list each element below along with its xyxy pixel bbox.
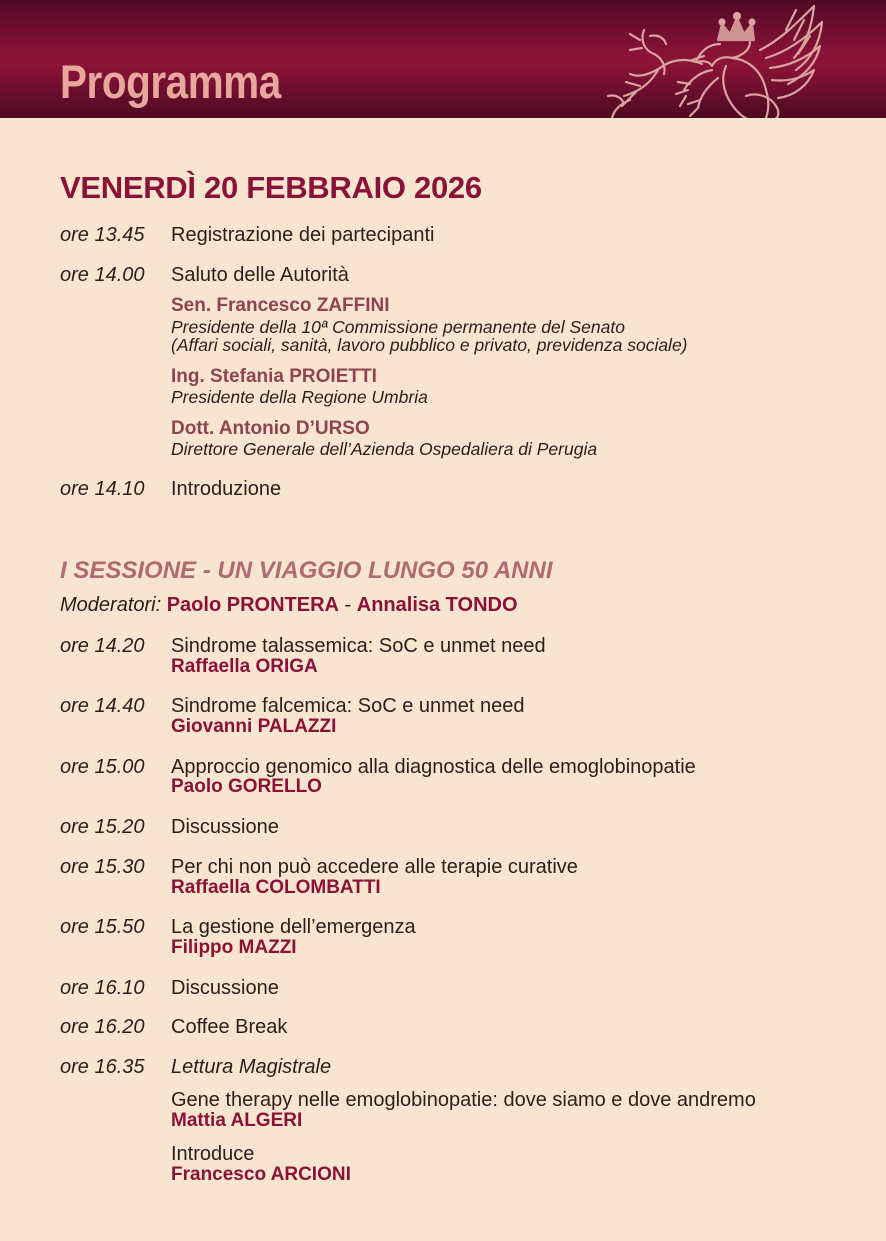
authority-role: Direttore Generale dell’Azienda Ospedaliera di Perugia	[171, 439, 598, 459]
authority-role: (Affari sociali, sanità, lavoro pubblico e privato, previdenza sociale)	[171, 335, 688, 355]
introduce-label: Introduce	[171, 1143, 255, 1165]
griffin-emblem-icon	[600, 0, 830, 118]
talk-title: Sindrome talassemica: SoC e unmet need	[171, 635, 546, 657]
agenda-item: Introduzione	[171, 478, 282, 500]
talk-title: Sindrome falcemica: SoC e unmet need	[171, 695, 525, 717]
speaker-name: Francesco ARCIONI	[171, 1164, 351, 1185]
time-label: ore 15.20	[60, 816, 145, 838]
speaker-name: Giovanni PALAZZI	[171, 716, 337, 737]
moderators-line	[60, 594, 518, 617]
talk-title: Discussione	[171, 977, 279, 999]
talk-title: Lettura Magistrale	[171, 1056, 332, 1078]
talk-title: Per chi non può accedere alle terapie curative	[171, 856, 578, 878]
time-label: ore 13.45	[60, 224, 145, 246]
time-label: ore 16.20	[60, 1016, 145, 1038]
header-banner	[0, 0, 886, 118]
time-label: ore 15.00	[60, 756, 145, 778]
talk-title: Discussione	[171, 816, 279, 838]
authority-name: Sen. Francesco ZAFFINI	[171, 295, 390, 316]
lecture-title: Gene therapy nelle emoglobinopatie: dove siamo e dove andremo	[171, 1089, 756, 1111]
time-label: ore 15.50	[60, 916, 145, 938]
agenda-item: Saluto delle Autorità	[171, 264, 349, 286]
moderator-name: Annalisa TONDO	[356, 594, 518, 616]
talk-title: Coffee Break	[171, 1016, 288, 1038]
page-title: Programma	[60, 55, 281, 108]
time-label: ore 15.30	[60, 856, 145, 878]
moderator-separator: -	[344, 594, 352, 616]
speaker-name: Paolo GORELLO	[171, 776, 322, 797]
speaker-name: Mattia ALGERI	[171, 1110, 303, 1131]
day-title: VENERDÌ 20 FEBBRAIO 2026	[60, 170, 482, 205]
speaker-name: Raffaella ORIGA	[171, 656, 318, 677]
authority-name: Dott. Antonio D’URSO	[171, 418, 370, 439]
speaker-name: Raffaella COLOMBATTI	[171, 877, 381, 898]
time-label: ore 16.10	[60, 977, 145, 999]
speaker-name: Filippo MAZZI	[171, 937, 297, 958]
time-label: ore 14.40	[60, 695, 145, 717]
session-title: I SESSIONE - UN VIAGGIO LUNGO 50 ANNI	[60, 557, 553, 584]
moderators-label: Moderatori:	[60, 594, 162, 616]
authority-role: Presidente della 10ª Commissione permanente del Senato	[171, 317, 625, 337]
talk-title: La gestione dell’emergenza	[171, 916, 416, 938]
moderator-name: Paolo PRONTERA	[166, 594, 339, 616]
time-label: ore 16.35	[60, 1056, 145, 1078]
time-label: ore 14.20	[60, 635, 145, 657]
talk-title: Approccio genomico alla diagnostica delle emoglobinopatie	[171, 756, 696, 778]
time-label: ore 14.10	[60, 478, 145, 500]
authority-role: Presidente della Regione Umbria	[171, 387, 428, 407]
authority-name: Ing. Stefania PROIETTI	[171, 366, 377, 387]
agenda-item: Registrazione dei partecipanti	[171, 224, 435, 246]
time-label: ore 14.00	[60, 264, 145, 286]
